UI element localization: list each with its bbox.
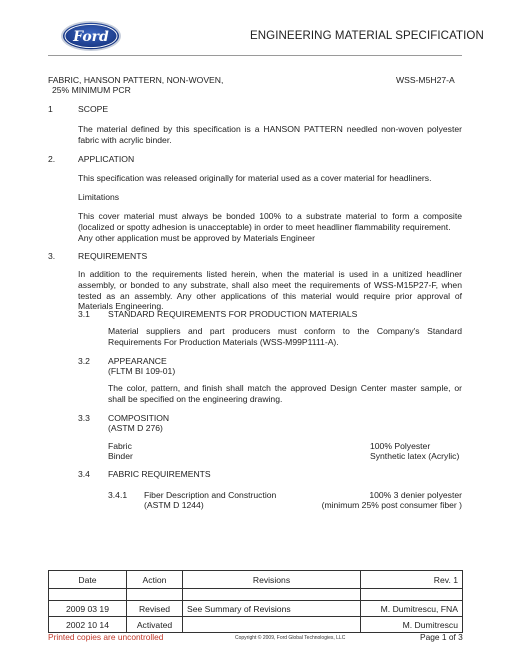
section-3-1-number: 3.1 bbox=[78, 309, 90, 319]
revision-author: M. Dumitrescu bbox=[361, 617, 463, 633]
uncontrolled-copy-notice: Printed copies are uncontrolled bbox=[48, 632, 164, 642]
section-3-3-method: (ASTM D 276) bbox=[108, 423, 163, 433]
spec-number: WSS-M5H27-A bbox=[396, 75, 455, 85]
revision-description: See Summary of Revisions bbox=[183, 601, 361, 617]
section-1-heading: SCOPE bbox=[78, 104, 109, 114]
material-name-line2: 25% MINIMUM PCR bbox=[52, 85, 131, 95]
table-row bbox=[49, 617, 463, 633]
section-3-number: 3. bbox=[48, 251, 56, 261]
svg-text:Ford: Ford bbox=[73, 29, 109, 45]
section-3-4-number: 3.4 bbox=[78, 469, 90, 479]
section-3-body: In addition to the requirements listed herein, when the material is used in a unitized headliner assembly, or bonded to any substrate, shall also meet the requirements of WSS-M15P27-F, when tested as an assembly. Any other applications of this material would require prior approval of Materials Engineering. bbox=[78, 269, 462, 312]
section-3-3-number: 3.3 bbox=[78, 413, 90, 423]
revision-header-revisions: Revisions bbox=[183, 571, 361, 589]
revision-date: 2002 10 14 bbox=[49, 617, 127, 633]
section-2-body: This specification was released originally for material used as a cover material for headliners. bbox=[78, 173, 432, 183]
copyright-notice: Copyright © 2009, Ford Global Technologies, LLC bbox=[235, 635, 346, 641]
revision-action: Revised bbox=[127, 601, 183, 617]
composition-value: Synthetic latex (Acrylic) bbox=[370, 451, 460, 461]
limitations-body: This cover material must always be bonded 100% to a substrate material to form a composite (localized or spotty adhesion is unacceptable) in order to meet headliner flammability requirement. bbox=[78, 211, 462, 232]
limitations-heading: Limitations bbox=[78, 192, 120, 202]
section-3-heading: REQUIREMENTS bbox=[78, 251, 148, 261]
page-number: Page 1 of 3 bbox=[420, 632, 463, 642]
composition-label: Binder bbox=[108, 451, 133, 461]
composition-value: 100% Polyester bbox=[370, 441, 431, 451]
revision-table bbox=[48, 570, 463, 633]
section-3-4-1-heading: Fiber Description and Construction bbox=[144, 490, 277, 500]
section-3-2-body: The color, pattern, and finish shall match the approved Design Center master sample, or shall be specified on the engineering drawing. bbox=[108, 383, 462, 404]
fiber-value: 100% 3 denier polyester bbox=[369, 490, 462, 500]
fiber-value-note: (minimum 25% post consumer fiber ) bbox=[321, 500, 462, 510]
section-3-2-heading: APPEARANCE bbox=[108, 356, 167, 366]
section-1-number: 1 bbox=[48, 104, 53, 114]
ford-logo bbox=[60, 20, 122, 52]
section-1-body: The material defined by this specification is a HANSON PATTERN needled non-woven polyester fabric with acrylic binder. bbox=[78, 124, 462, 145]
limitations-note: Any other application must be approved by Materials Engineer bbox=[78, 233, 315, 243]
section-3-1-body: Material suppliers and part producers must conform to the Company's Standard Requirements For Production Materials (WSS-M99P1111-A). bbox=[108, 326, 462, 347]
section-3-4-1-number: 3.4.1 bbox=[108, 490, 128, 500]
section-3-2-method: (FLTM BI 109-01) bbox=[108, 366, 176, 376]
revision-header-action: Action bbox=[127, 571, 183, 589]
revision-header-date: Date bbox=[49, 571, 127, 589]
section-3-4-heading: FABRIC REQUIREMENTS bbox=[108, 469, 211, 479]
section-3-4-1-method: (ASTM D 1244) bbox=[144, 500, 204, 510]
section-3-2-number: 3.2 bbox=[78, 356, 90, 366]
revision-header-row bbox=[49, 571, 463, 589]
revision-author: M. Dumitrescu, FNA bbox=[361, 601, 463, 617]
section-2-number: 2. bbox=[48, 154, 56, 164]
revision-header-rev: Rev. 1 bbox=[361, 571, 463, 589]
section-2-heading: APPLICATION bbox=[78, 154, 135, 164]
revision-description bbox=[183, 617, 361, 633]
header-divider bbox=[48, 55, 462, 56]
table-row bbox=[49, 601, 463, 617]
material-name-line1: FABRIC, HANSON PATTERN, NON-WOVEN, bbox=[48, 75, 224, 85]
revision-spacer-row bbox=[49, 589, 463, 601]
section-3-1-heading: STANDARD REQUIREMENTS FOR PRODUCTION MATERIALS bbox=[108, 309, 358, 319]
revision-date: 2009 03 19 bbox=[49, 601, 127, 617]
document-type-title: ENGINEERING MATERIAL SPECIFICATION bbox=[250, 30, 484, 42]
revision-action: Activated bbox=[127, 617, 183, 633]
section-3-3-heading: COMPOSITION bbox=[108, 413, 170, 423]
composition-label: Fabric bbox=[108, 441, 132, 451]
